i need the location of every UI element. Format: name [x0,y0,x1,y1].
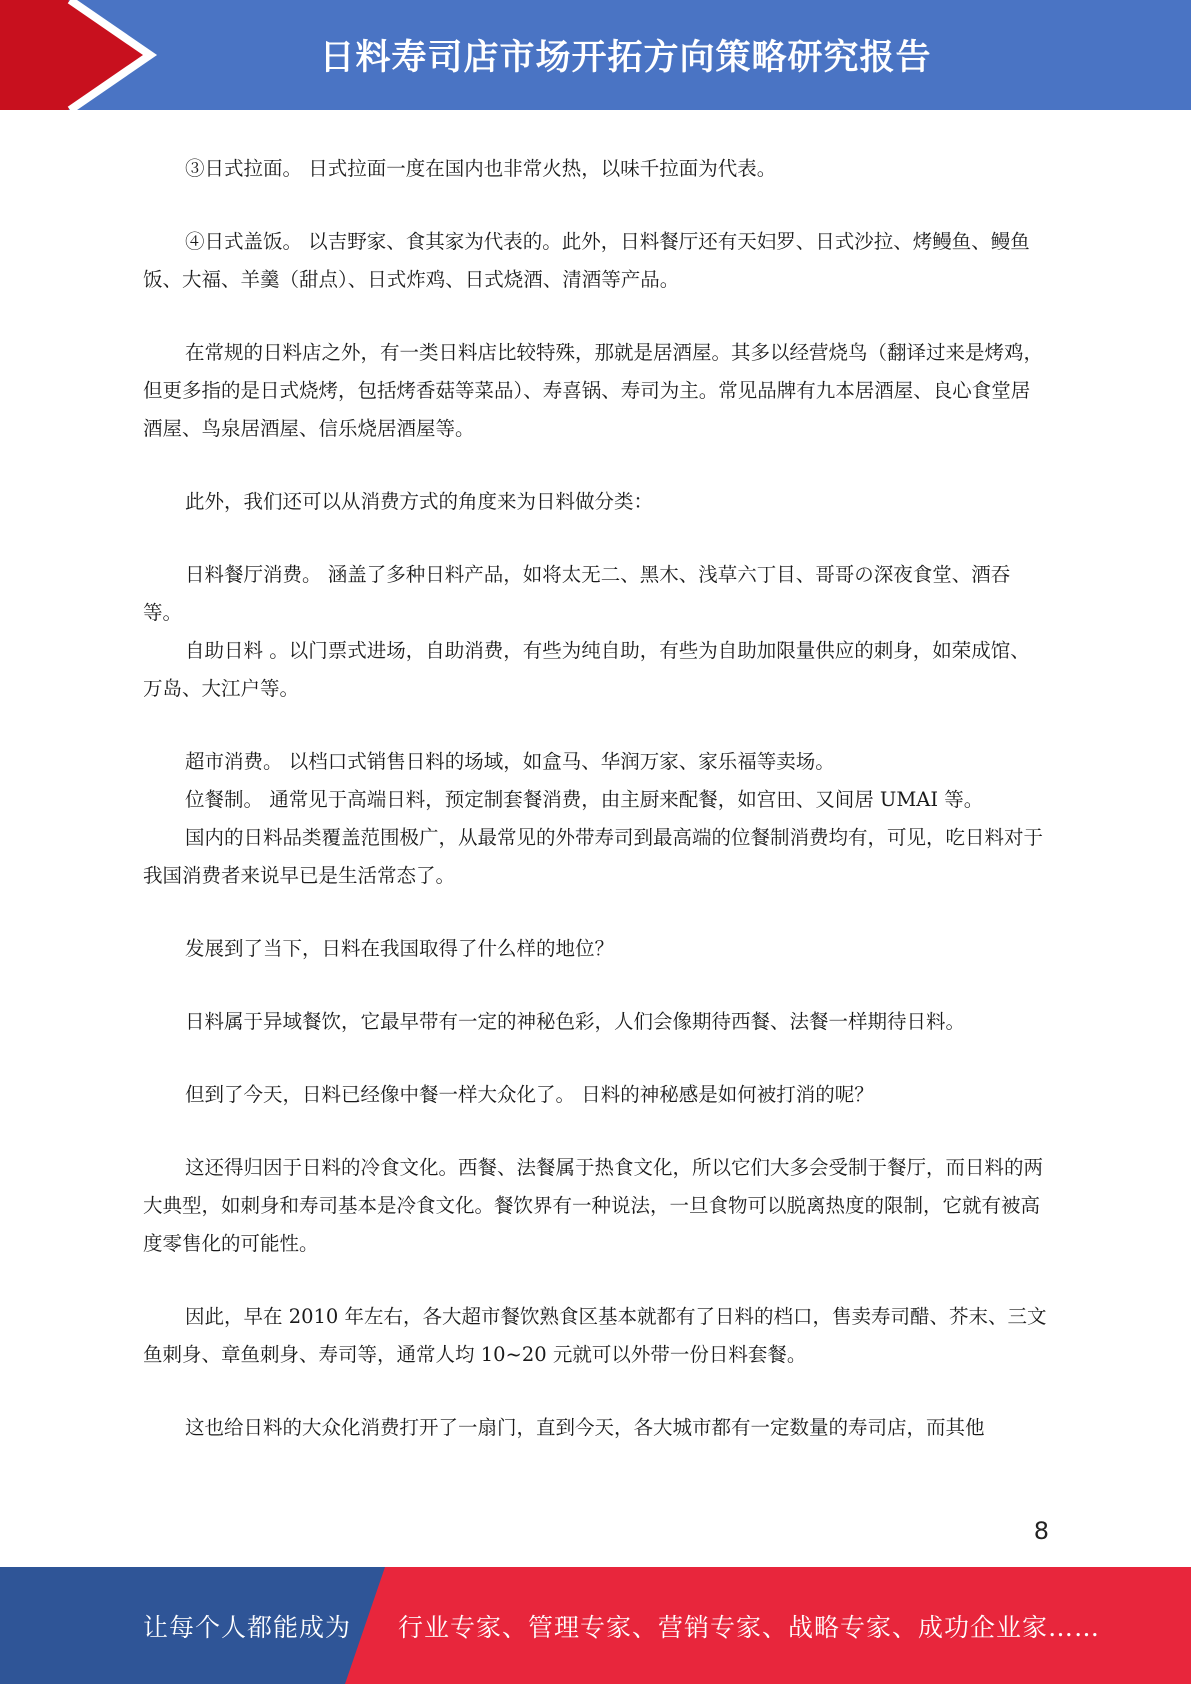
paragraph: 超市消费。 以档口式销售日料的场域，如盒马、华润万家、家乐福等卖场。 [185,750,835,773]
footer-banner [0,1567,1191,1684]
paragraph: 发展到了当下，日料在我国取得了什么样的地位？ [185,937,615,960]
paragraph: 这还得归因于日料的冷食文化。西餐、法餐属于热食文化，所以它们大多会受制于餐厅，而日料的两大典型，如刺身和寿司基本是冷食文化。餐饮界有一种说法，一旦食物可以脱离热度的限制，它就有被高度零售化的可能性。 [143,1156,1044,1255]
paragraph: 因此，早在 2010 年左右，各大超市餐饮熟食区基本就都有了日料的档口，售卖寿司醋、芥末、三文鱼刺身、章鱼刺身、寿司等，通常人均 10~20 元就可以外带一份日料套餐。 [143,1305,1047,1366]
paragraph: 国内的日料品类覆盖范围极广，从最常见的外带寿司到最高端的位餐制消费均有，可见，吃日料对于我国消费者来说早已是生活常态了。 [143,826,1044,887]
paragraph: ④日式盖饭。 以吉野家、食其家为代表的。此外，日料餐厅还有天妇罗、日式沙拉、烤鳗鱼、鳗鱼饭、大福、羊羹（甜点）、日式炸鸡、日式烧酒、清酒等产品。 [143,230,1030,291]
page-number: 8 [1033,1517,1049,1545]
paragraph: 在常规的日料店之外，有一类日料店比较特殊，那就是居酒屋。其多以经营烧鸟（翻译过来是烤鸡，但更多指的是日式烧烤，包括烤香菇等菜品）、寿喜锅、寿司为主。常见品牌有九本居酒屋、良心食堂居酒屋、鸟泉居酒屋、信乐烧居酒屋等。 [143,341,1044,440]
footer-slogan-right: 行业专家、管理专家、营销专家、战略专家、成功企业家…… [398,1612,1101,1642]
report-title: 日料寿司店市场开拓方向策略研究报告 [319,38,932,78]
document-body [143,150,1048,1447]
paragraph: 日料餐厅消费。 涵盖了多种日料产品，如将太无二、黑木、浅草六丁目、哥哥の深夜食堂、酒吞等。 [143,563,1011,624]
header-banner [0,0,1191,110]
paragraph: 日料属于异域餐饮，它最早带有一定的神秘色彩，人们会像期待西餐、法餐一样期待日料。 [185,1010,966,1033]
paragraph: 但到了今天，日料已经像中餐一样大众化了。 日料的神秘感是如何被打消的呢？ [185,1083,874,1106]
footer-slogan-left: 让每个人都能成为 [143,1612,352,1642]
paragraph: 此外，我们还可以从消费方式的角度来为日料做分类： [185,490,654,513]
paragraph: 位餐制。 通常见于高端日料，预定制套餐消费，由主厨来配餐，如宫田、又间居 UMAI 等。 [185,788,984,811]
paragraph: 这也给日料的大众化消费打开了一扇门，直到今天，各大城市都有一定数量的寿司店，而其他 [185,1416,985,1439]
paragraph: ③日式拉面。 日式拉面一度在国内也非常火热，以味千拉面为代表。 [185,157,777,180]
paragraph: 自助日料 。以门票式进场，自助消费，有些为纯自助，有些为自助加限量供应的刺身，如荣成馆、万岛、大江户等。 [143,639,1030,700]
